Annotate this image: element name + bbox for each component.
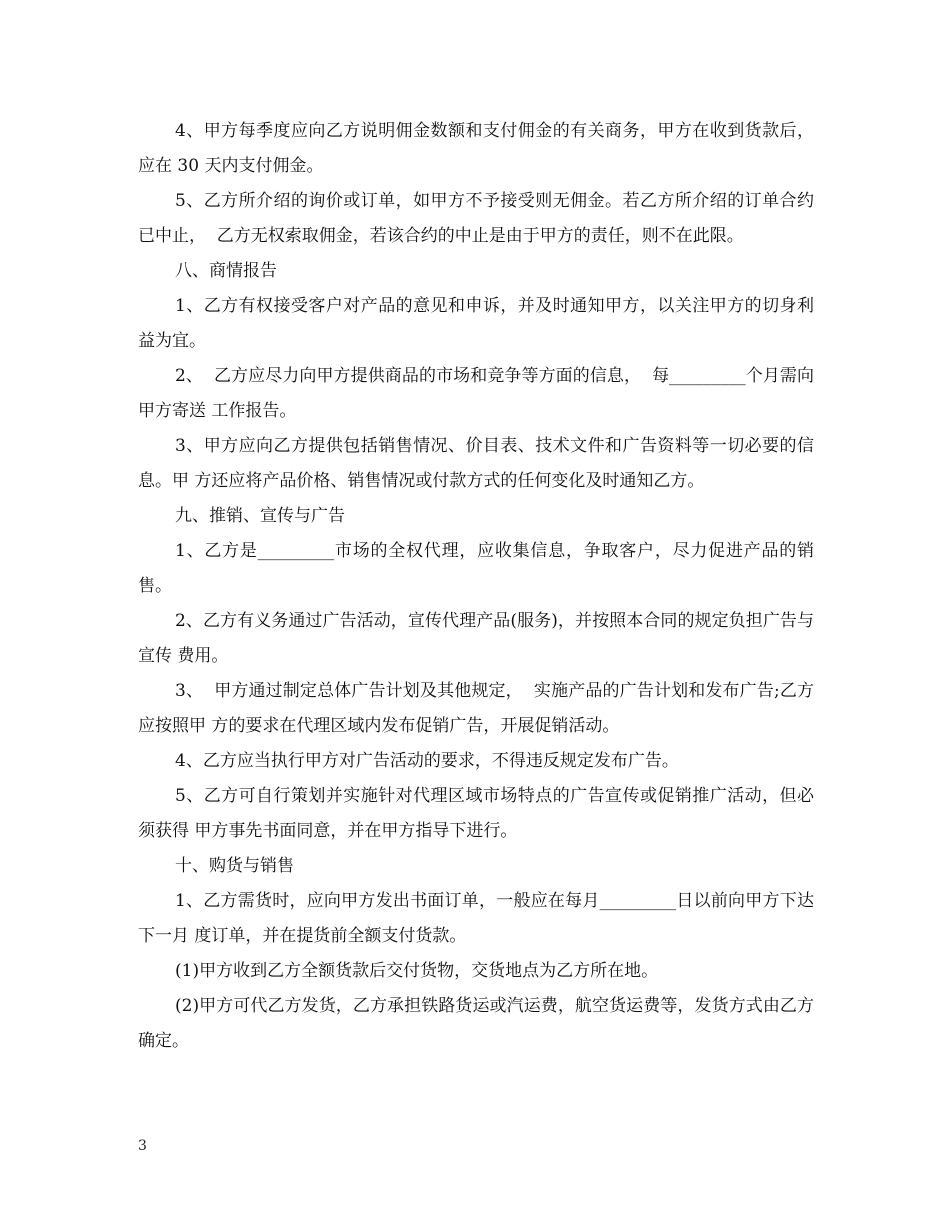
clause-paragraph: 3、甲方应向乙方提供包括销售情况、价目表、技术文件和广告资料等一切必要的信息。甲 方还应将产品价格、销售情况或付款方式的任何变化及时通知乙方。 <box>138 436 814 491</box>
clause-paragraph: 4、甲方每季度应向乙方说明佣金数额和支付佣金的有关商务，甲方在收到货款后，应在 30 天内支付佣金。 <box>138 121 814 176</box>
clause-paragraph: 3、 甲方通过制定总体广告计划及其他规定， 实施产品的广告计划和发布广告;乙方应按照甲 方的要求在代理区域内发布促销广告，开展促销活动。 <box>138 681 814 736</box>
clause-paragraph: 1、乙方有权接受客户对产品的意见和申诉，并及时通知甲方，以关注甲方的切身利益为宜。 <box>138 296 814 351</box>
clause-paragraph: (2)甲方可代乙方发货，乙方承担铁路货运或汽运费，航空货运费等，发货方式由乙方确定。 <box>138 996 814 1051</box>
clause-paragraph: 5、乙方可自行策划并实施针对代理区域市场特点的广告宣传或促销推广活动，但必须获得 甲方事先书面同意，并在甲方指导下进行。 <box>138 786 814 841</box>
clause-paragraph: 1、乙方需货时，应向甲方发出书面订单，一般应在每月_________日以前向甲方下达下一月 度订单，并在提货前全额支付货款。 <box>138 891 814 946</box>
section-heading: 十、购货与销售 <box>175 856 294 876</box>
clause-paragraph: 1、乙方是_________市场的全权代理，应收集信息，争取客户，尽力促进产品的销售。 <box>138 541 814 596</box>
page-number: 3 <box>138 1138 147 1154</box>
clause-paragraph: 2、 乙方应尽力向甲方提供商品的市场和竞争等方面的信息， 每_________个月需向甲方寄送 工作报告。 <box>138 366 814 421</box>
document-body <box>138 114 814 1059</box>
clause-paragraph: 5、乙方所介绍的询价或订单，如甲方不予接受则无佣金。若乙方所介绍的订单合约已中止， 乙方无权索取佣金，若该合约的中止是由于甲方的责任，则不在此限。 <box>138 191 814 246</box>
clause-paragraph: (1)甲方收到乙方全额货款后交付货物，交货地点为乙方所在地。 <box>175 961 659 981</box>
clause-paragraph: 4、乙方应当执行甲方对广告活动的要求，不得违反规定发布广告。 <box>175 751 679 771</box>
clause-paragraph: 2、乙方有义务通过广告活动，宣传代理产品(服务)，并按照本合同的规定负担广告与宣传 费用。 <box>138 611 814 666</box>
section-heading: 八、商情报告 <box>175 261 277 281</box>
section-heading: 九、推销、宣传与广告 <box>175 506 345 526</box>
